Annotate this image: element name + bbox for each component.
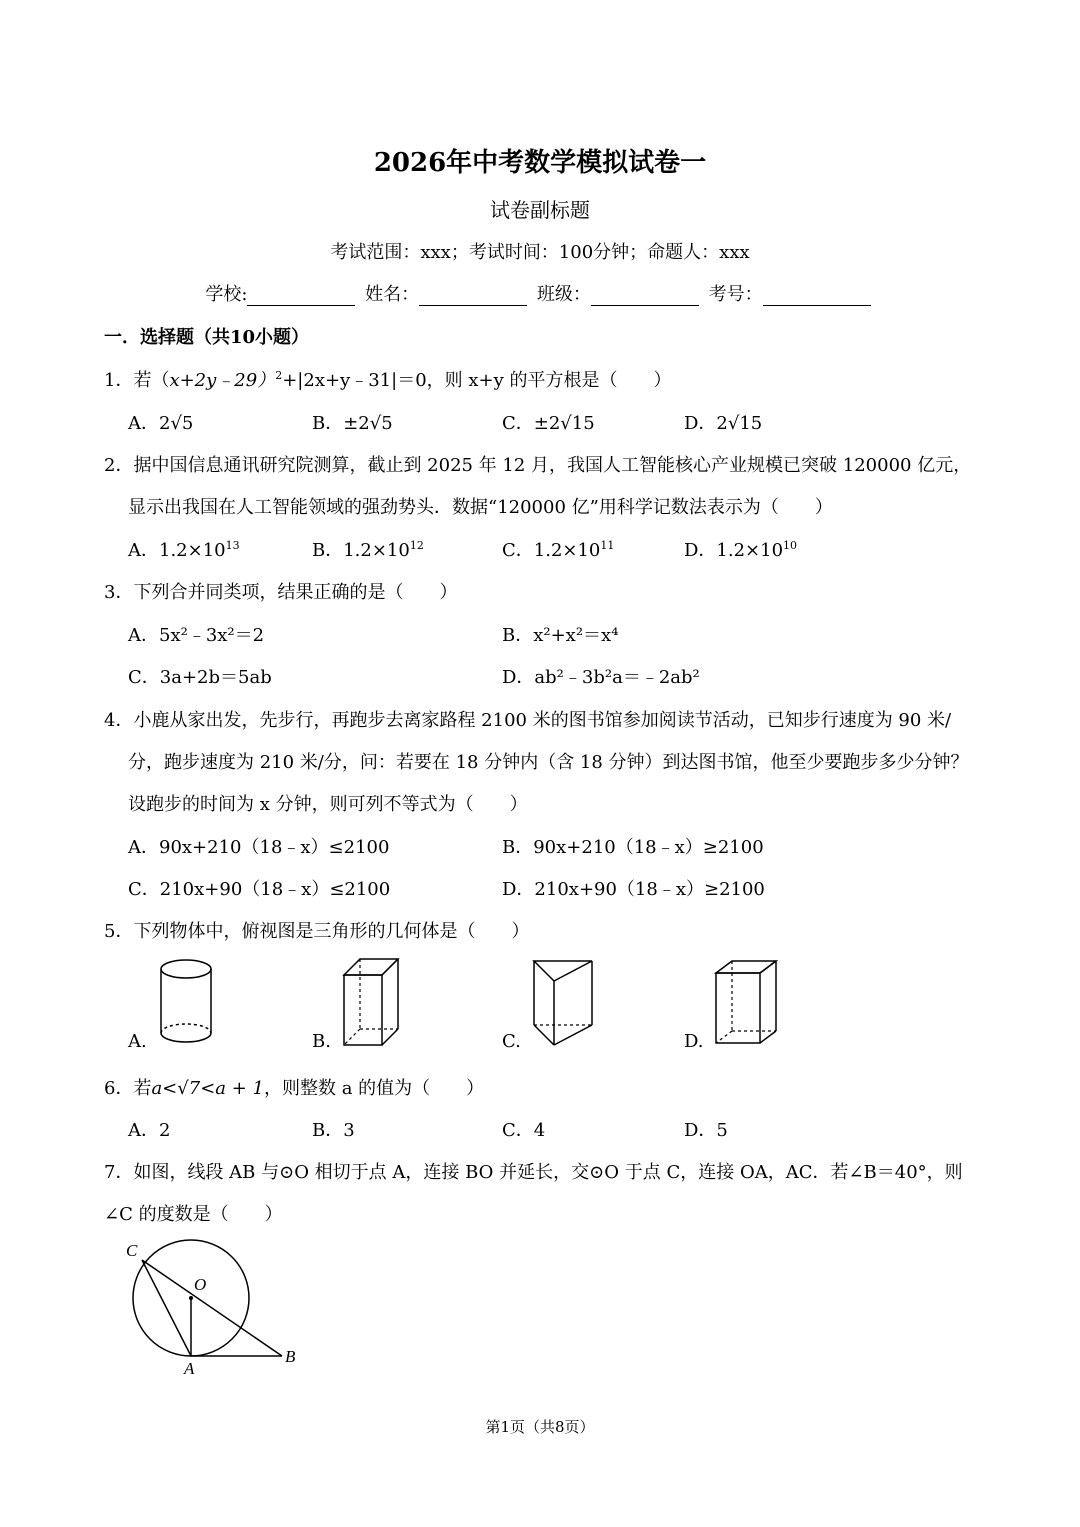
option-d[interactable]: D．210x+90（18﹣x）≥2100 [502,879,765,900]
class-label: 班级： [536,284,591,305]
question-expr: x+2y﹣29） [169,370,276,391]
question-stem-line2: 分，跑步速度为 210 米/分，问：若要在 18 分钟内（含 18 分钟）到达图书馆，他至少要跑步多少分钟？ [128,752,969,773]
class-blank[interactable] [591,287,699,306]
question-number: 4． [104,710,134,731]
question-3 [104,578,457,604]
option-c[interactable]: C．4 [502,1120,546,1141]
option-c[interactable]: C．210x+90（18﹣x）≤2100 [128,879,391,900]
question-stem-line1: 小鹿从家出发，先步行，再跑步去离家路程 2100 米的图书馆参加阅读节活动，已知步行速度为 90 米/ [133,710,952,731]
question-number: 6． [104,1078,134,1099]
student-info-fields [0,280,1080,306]
question-stem: 若（ [133,370,170,391]
option-d[interactable]: D. [684,1031,704,1052]
question-stem-tail: ，则整数 a 的值为（ ） [263,1078,485,1099]
question-stem-line1: 据中国信息通讯研究院测算，截止到 2025 年 12 月，我国人工智能核心产业规模已突破 120000 亿元， [133,455,972,476]
option-a[interactable]: A．2√5 [128,413,194,434]
exam-number-label: 考号： [708,284,763,305]
question-2 [104,451,971,477]
option-c[interactable]: C．3a+2b＝5ab [128,667,272,688]
question-stem: 若 [133,1078,152,1099]
name-blank[interactable] [419,287,527,306]
section-heading: 一．选择题（共10小题） [104,327,310,348]
question-stem-line3: 设跑步的时间为 x 分钟，则可列不等式为（ ） [128,794,528,815]
triangular-prism-figure [528,955,598,1050]
rectangular-prism-figure [710,955,782,1050]
question-stem-tail: +|2x+y﹣31|＝0，则 x+y 的平方根是（ ） [282,370,672,391]
school-label: 学校: [205,284,248,305]
option-b[interactable]: B．±2√5 [312,413,393,434]
question-number: 1． [104,370,134,391]
option-c[interactable]: C. [502,1031,521,1052]
question-stem-line2: 显示出我国在人工智能领域的强劲势头．数据“120000 亿”用科学记数法表示为（ ） [128,497,833,518]
question-stem-line1: 如图，线段 AB 与⊙O 相切于点 A，连接 BO 并延长，交⊙O 于点 C，连接 OA，AC．若∠B＝40°，则 [133,1162,963,1183]
option-d[interactable]: D．2√15 [684,413,763,434]
question-1: 1．若（x+2y﹣29）$^2$+|2x+y﹣31|＝0，则 x+y 的平方根是（ ） [104,369,672,391]
question-4 [104,706,951,732]
exam-info: 考试范围：xxx；考试时间：100分钟；命题人：xxx [330,242,750,263]
option-c[interactable]: C．$1.2\times 10^{11}$ [502,539,615,561]
question-6 [104,1074,484,1100]
option-a[interactable]: A．90x+210（18﹣x）≤2100 [128,837,390,858]
option-a[interactable]: A. [128,1031,147,1052]
point-c-label: C [126,1241,138,1260]
question-number: 2． [104,455,134,476]
option-a[interactable]: A．2 [128,1120,171,1141]
option-d[interactable]: D．5 [684,1120,728,1141]
name-label: 姓名： [365,284,420,305]
question-stem-line2: ∠C 的度数是（ ） [104,1204,283,1225]
question-number: 7． [104,1162,134,1183]
question-expr: a<√7<a + 1 [151,1078,264,1099]
question-number: 5． [104,921,134,942]
option-b[interactable]: B．x²+x²＝x⁴ [502,625,619,646]
question-7 [104,1158,963,1184]
option-d[interactable]: D．$1.2\times 10^{10}$ [684,539,798,561]
option-c[interactable]: C．±2√15 [502,413,595,434]
option-b[interactable]: B．$1.2\times 10^{12}$ [312,539,424,561]
school-blank[interactable] [247,287,355,306]
cylinder-figure [155,955,217,1050]
option-d[interactable]: D．ab²﹣3b²a＝﹣2ab² [502,667,700,688]
option-b[interactable]: B．90x+210（18﹣x）≥2100 [502,837,764,858]
option-a[interactable]: A．5x²﹣3x²＝2 [128,625,265,646]
exam-subtitle: 试卷副标题 [490,198,590,222]
option-b[interactable]: B. [312,1031,331,1052]
page-footer: 第1页（共8页） [485,1418,595,1436]
exam-title: 2026年中考数学模拟试卷一 [373,148,707,178]
option-a[interactable]: A．$1.2\times 10^{13}$ [128,539,240,561]
question-stem: 下列物体中，俯视图是三角形的几何体是（ ） [133,921,530,942]
exam-number-blank[interactable] [763,287,871,306]
question-5 [104,917,529,943]
point-a-label: A [184,1359,195,1378]
option-b[interactable]: B．3 [312,1120,355,1141]
circle-tangent-figure [120,1238,310,1378]
square-prism-figure [338,955,403,1050]
question-stem: 下列合并同类项，结果正确的是（ ） [133,582,458,603]
question-number: 3． [104,582,134,603]
point-o-label: O [194,1275,207,1294]
point-b-label: B [285,1347,296,1366]
